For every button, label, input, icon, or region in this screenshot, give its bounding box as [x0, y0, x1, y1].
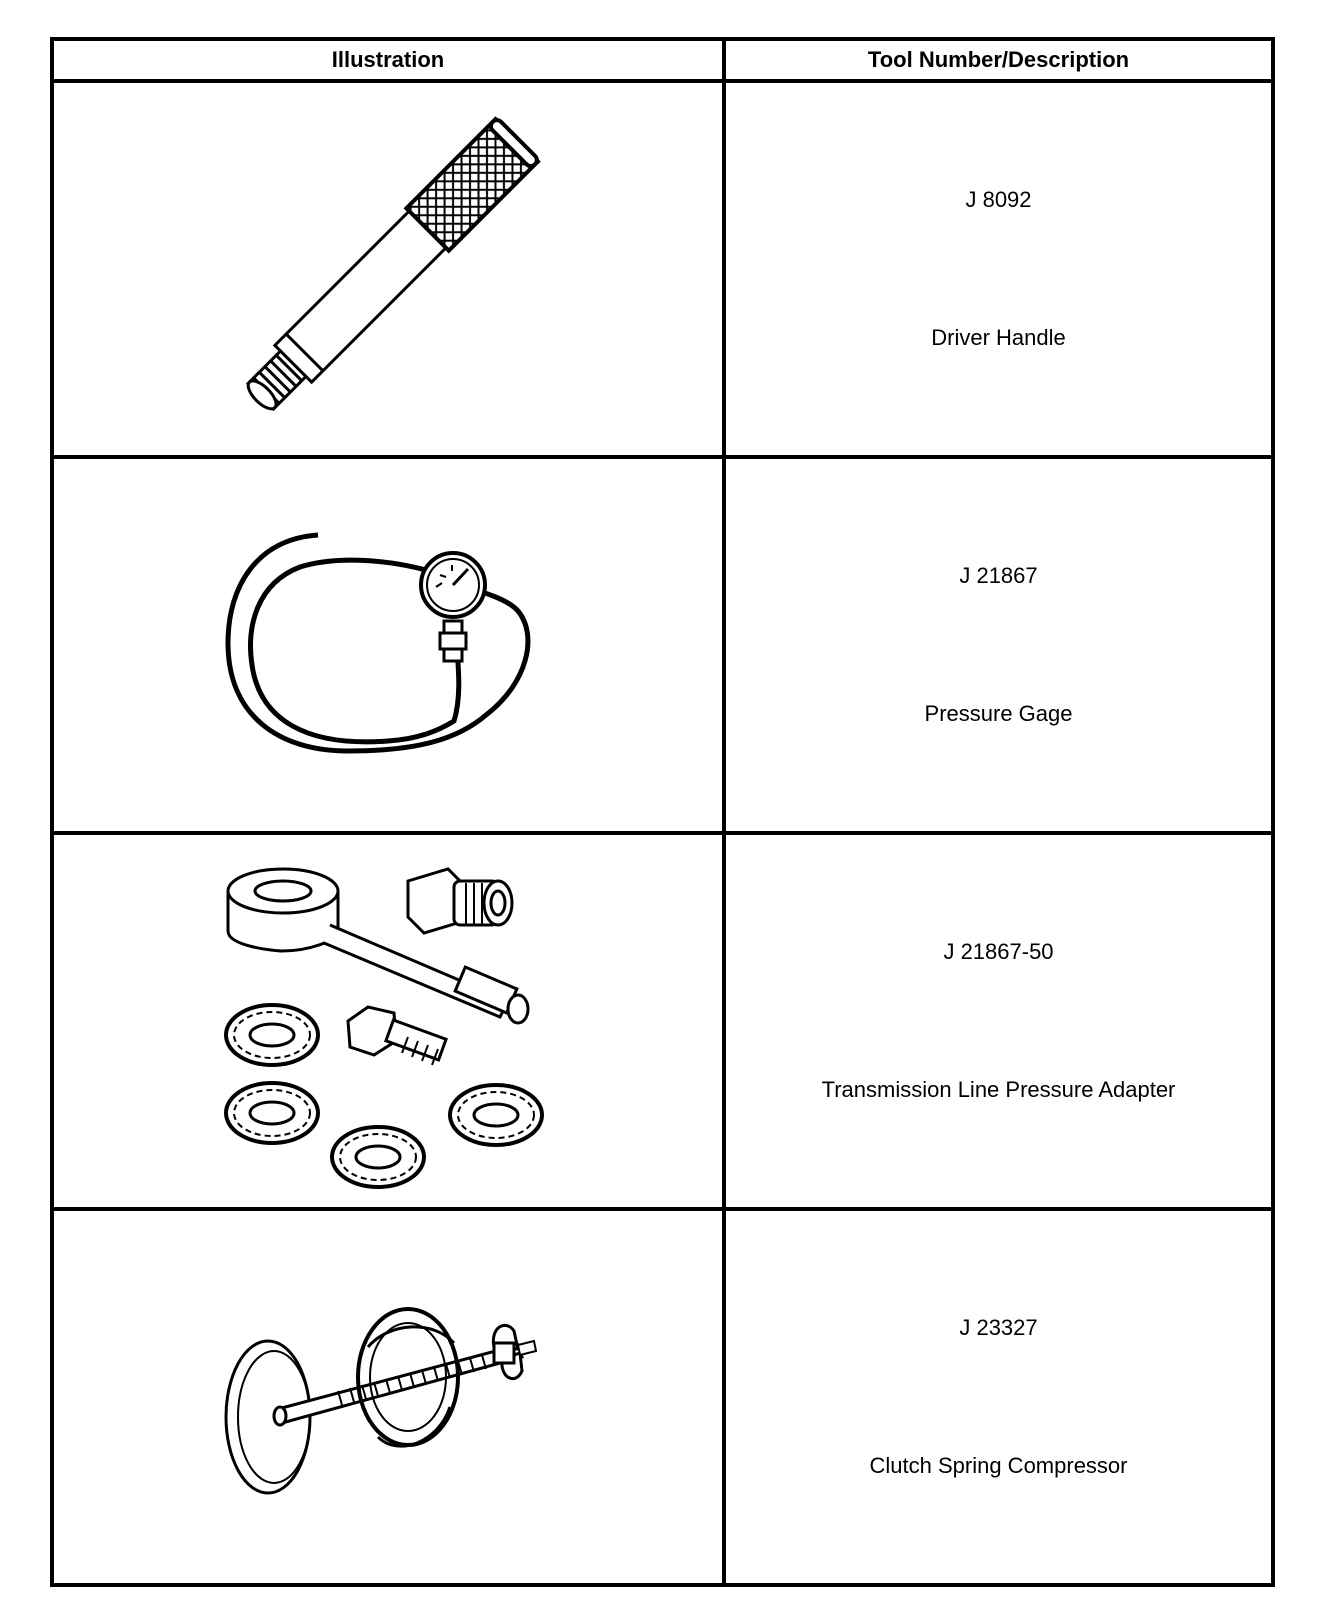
table-row	[52, 1209, 1273, 1585]
washer-icon	[332, 1127, 424, 1187]
header-tool-description: Tool Number/Description	[724, 39, 1273, 81]
pressure-adapter-icon	[218, 851, 558, 1191]
driver-handle-icon	[208, 109, 568, 429]
table-header-row	[52, 39, 1273, 81]
washer-icon	[226, 1005, 318, 1065]
tool-description: Pressure Gage	[924, 701, 1073, 726]
description-cell	[724, 81, 1273, 457]
tool-description: Driver Handle	[931, 325, 1066, 350]
pressure-gage-icon	[218, 525, 558, 765]
special-tools-table	[50, 37, 1275, 1587]
illustration-cell	[52, 81, 724, 457]
washer-icon	[226, 1083, 318, 1143]
description-cell	[724, 833, 1273, 1209]
description-cell	[724, 457, 1273, 833]
illustration-cell	[52, 833, 724, 1209]
tool-number: J 21867	[959, 563, 1038, 588]
header-illustration: Illustration	[52, 39, 724, 81]
table-row	[52, 833, 1273, 1209]
description-cell	[724, 1209, 1273, 1585]
tool-description: Transmission Line Pressure Adapter	[821, 1077, 1176, 1102]
washer-icon	[450, 1085, 542, 1145]
tool-description: Clutch Spring Compressor	[869, 1453, 1128, 1478]
table-row	[52, 457, 1273, 833]
spring-compressor-icon	[218, 1267, 558, 1527]
tool-number: J 23327	[959, 1315, 1038, 1340]
illustration-cell	[52, 1209, 724, 1585]
table-row	[52, 81, 1273, 457]
illustration-cell	[52, 457, 724, 833]
tool-number: J 8092	[965, 187, 1032, 212]
tool-number: J 21867-50	[943, 939, 1054, 964]
